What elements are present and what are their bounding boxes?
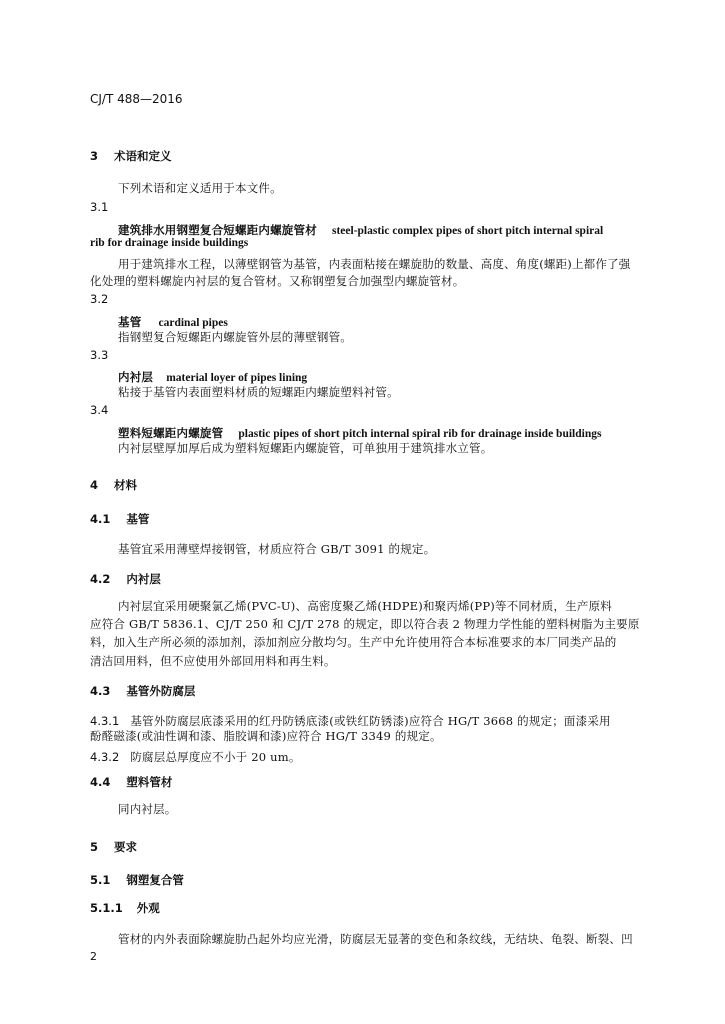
section-4-1-heading [90,511,149,527]
term-en: cardinal pipes [158,317,228,329]
section-4-1-text: 基管宜采用薄壁焊接钢管，材质应符合 GB/T 3091 的规定。 [118,542,436,556]
term-3-3-title [118,366,307,385]
clause-text: 防腐层总厚度应不小于 20 um。 [130,750,301,764]
clause-number: 4.3.1 [90,714,120,728]
term-3-2-number: 3.2 [90,292,109,306]
section-4-3-2 [90,746,301,765]
section-title: 要求 [114,840,138,854]
section-number: 5 [90,840,99,854]
section-title: 内衬层 [126,572,161,586]
section-5-1-1-heading [90,900,160,916]
term-zh: 塑料短螺距内螺旋管 [118,426,224,440]
term-3-2-title [118,311,228,330]
page-header: CJ/T 488—2016 [90,92,183,106]
term-3-1-en-cont: rib for drainage inside buildings [90,237,249,249]
term-zh: 内衬层 [118,370,154,384]
section-4-heading [90,477,137,493]
term-en: plastic pipes of short pitch internal spiral rib for drainage inside buildings [238,428,602,440]
term-3-4-def: 内衬层壁厚加厚后成为塑料短螺距内螺旋管，可单独用于建筑排水立管。 [118,441,493,455]
section-4-3-heading [90,683,195,699]
section-3-heading [90,148,172,164]
section-number: 4 [90,478,99,492]
section-number: 5.1 [90,873,111,887]
section-5-1-heading [90,872,184,888]
section-number: 3 [90,149,99,163]
section-title: 基管 [126,512,150,526]
term-3-3-number: 3.3 [90,348,109,362]
section-5-heading [90,839,137,855]
term-3-1-def-1: 用于建筑排水工程，以薄壁钢管为基管，内表面粘接在螺旋肋的数量、高度、角度(螺距)上都作了强 [118,257,631,271]
section-4-3-1-line-2: 酚醛磁漆(或油性调和漆、脂胶调和漆)应符合 HG/T 3349 的规定。 [90,729,442,743]
term-3-1-def-2: 化处理的塑料螺旋内衬层的复合管材。又称钢塑复合加强型内螺旋管材。 [90,274,465,288]
term-3-4-title [118,422,601,441]
section-number: 4.3 [90,684,111,698]
section-title: 塑料管材 [126,775,173,789]
term-zh: 基管 [118,315,142,329]
section-number: 4.4 [90,775,111,789]
section-number: 4.2 [90,572,111,586]
section-4-4-heading [90,774,172,790]
term-3-4-number: 3.4 [90,403,109,417]
term-en: steel-plastic complex pipes of short pitch internal spiral [332,225,604,237]
term-zh: 建筑排水用钢塑复合短螺距内螺旋管材 [118,223,317,237]
section-3-intro: 下列术语和定义适用于本文件。 [118,181,282,195]
section-title: 材料 [114,478,138,492]
section-4-2-line-3: 料，加入生产所必须的添加剂，添加剂应分散均匀。生产中允许使用符合本标准要求的本厂同类产品的 [90,635,617,649]
section-number: 4.1 [90,512,111,526]
section-title: 外观 [136,901,160,915]
section-4-2-heading [90,571,161,587]
section-title: 基管外防腐层 [126,684,196,698]
term-3-2-def: 指钢塑复合短螺距内螺旋管外层的薄壁钢管。 [118,330,352,344]
clause-text: 基管外防腐层底漆采用的红丹防锈底漆(或铁红防锈漆)应符合 HG/T 3668 的规定；面漆采用 [130,714,611,728]
section-number: 5.1.1 [90,901,123,915]
term-3-1-number: 3.1 [90,200,109,214]
term-3-1-title [118,219,603,238]
section-title: 术语和定义 [114,149,172,163]
page-number: 2 [90,950,97,963]
section-title: 钢塑复合管 [126,873,184,887]
term-en: material loyer of pipes lining [166,372,308,384]
section-4-2-line-1: 内衬层宜采用硬聚氯乙烯(PVC-U)、高密度聚乙烯(HDPE)和聚丙烯(PP)等不同材质，生产原料 [118,599,612,613]
section-4-3-1-line-1 [90,710,611,729]
clause-number: 4.3.2 [90,750,120,764]
section-5-1-1-text: 管材的内外表面除螺旋肋凸起外均应光滑，防腐层无显著的变色和条纹线，无结块、龟裂、断裂、凹 [118,932,633,946]
term-3-3-def: 粘接于基管内表面塑料材质的短螺距内螺旋塑料衬管。 [118,385,399,399]
section-4-2-line-4: 清洁回用料，但不应使用外部回用料和再生料。 [90,654,336,668]
section-4-2-line-2: 应符合 GB/T 5836.1、CJ/T 250 和 CJ/T 278 的规定，即以符合表 2 物理力学性能的塑料树脂为主要原 [90,617,640,631]
section-4-4-text: 同内衬层。 [118,802,177,816]
